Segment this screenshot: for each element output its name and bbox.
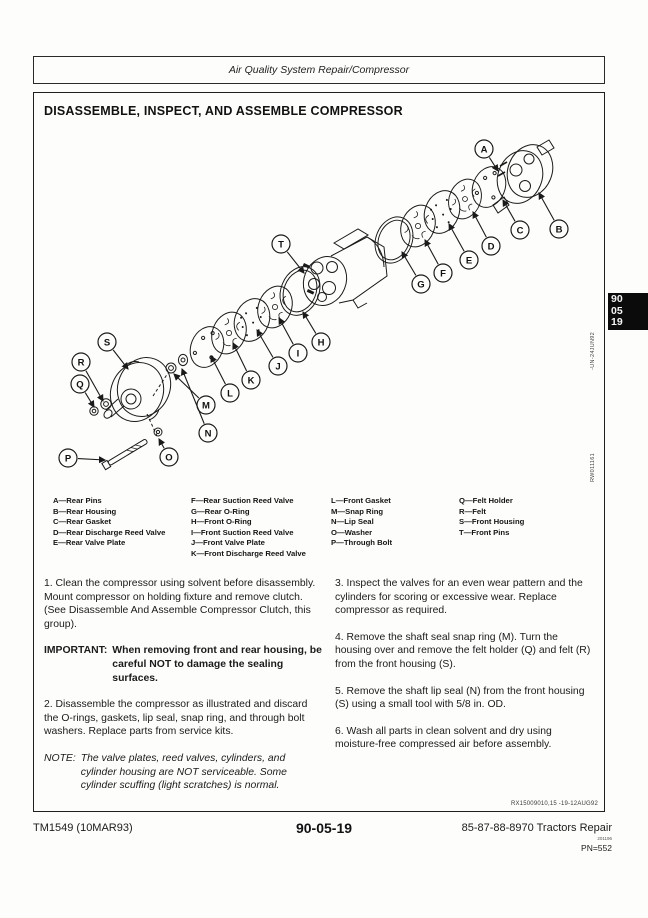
front-housing-part xyxy=(102,349,180,429)
legend-item: B—Rear Housing xyxy=(53,506,117,516)
legend-item: E—Rear Valve Plate xyxy=(53,538,126,547)
callout-C xyxy=(503,200,529,239)
instruction-step: 6. Wash all parts in clean solvent and dry using moisture-free compressed air before assembly. xyxy=(335,725,552,751)
thumb-tab-line: 05 xyxy=(611,304,623,317)
svg-text:O: O xyxy=(165,452,173,464)
callout-A xyxy=(475,140,498,171)
legend-item: P—Through Bolt xyxy=(331,538,393,547)
through-bolt-part xyxy=(102,438,149,470)
lip-seal-part xyxy=(178,354,187,365)
rear-discharge-reed-valve-part xyxy=(443,174,487,224)
instruction-step: 5. Remove the shaft lip seal (N) from the front housing (S) using a small tool with 5/8 in. OD. xyxy=(335,685,585,711)
block-text: The valve plates, reed valves, cylinders, and cylinder housing are NOT serviceable. Some cylinder scuffing (light scratches) is normal. xyxy=(80,752,287,792)
felt-and-holder-parts xyxy=(90,399,111,415)
callout-I xyxy=(279,318,307,362)
cylinder-assembly-part xyxy=(296,229,387,312)
svg-text:F: F xyxy=(440,268,446,280)
thumb-index-tab xyxy=(608,293,648,330)
callout-B xyxy=(539,193,568,238)
svg-text:G: G xyxy=(417,279,425,291)
footer-book-title: 85-87-88-8970 Tractors Repair xyxy=(461,822,612,834)
legend-item: J—Front Valve Plate xyxy=(191,538,265,547)
instruction-step: 1. Clean the compressor using solvent before disassembly. Mount compressor on holding fixture and remove clutch. (See Disassemble And Assemble Compressor Clutch, this group). xyxy=(44,578,316,630)
legend-item: A—Rear Pins xyxy=(53,496,102,505)
rear-valve-plate-part xyxy=(418,185,466,239)
svg-text:T: T xyxy=(278,239,284,251)
legend-item: C—Rear Gasket xyxy=(53,517,112,526)
svg-text:C: C xyxy=(516,225,524,237)
callout-F xyxy=(425,240,452,282)
figure-photo-code: RX15009010,15 -19-12AUG92 xyxy=(510,801,598,807)
svg-text:M: M xyxy=(202,400,210,412)
figure-reference-vertical xyxy=(590,332,599,482)
legend-item: D—Rear Discharge Reed Valve xyxy=(53,527,166,537)
front-discharge-reed-valve-part xyxy=(206,307,253,359)
svg-text:B: B xyxy=(555,224,563,236)
legend-item: Q—Felt Holder xyxy=(459,496,513,505)
svg-text:L: L xyxy=(227,388,233,400)
svg-text:K: K xyxy=(247,375,255,387)
instruction-step: 3. Inspect the valves for an even wear pattern and the cylinders for scoring or excessive wear. Replace compressor as required. xyxy=(335,578,583,617)
svg-text:P: P xyxy=(64,453,72,465)
legend-item: L—Front Gasket xyxy=(331,496,391,505)
footer-part-number: PN=552 xyxy=(581,843,612,853)
legend-item: G—Rear O-Ring xyxy=(191,506,250,516)
rear-o-ring-part xyxy=(368,211,419,269)
legend-item: N—Lip Seal xyxy=(331,517,374,526)
svg-text:Q: Q xyxy=(76,379,84,391)
svg-text:H: H xyxy=(317,337,325,349)
rear-housing-part xyxy=(489,138,560,213)
block-text: When removing front and rear housing, be careful NOT to damage the sealing surfaces. xyxy=(112,645,322,684)
svg-text:R: R xyxy=(77,357,85,369)
legend-item: H—Front O-Ring xyxy=(191,517,252,526)
callout-P xyxy=(59,449,105,467)
snap-ring-part xyxy=(166,363,176,373)
thumb-tab-line: 19 xyxy=(611,316,623,328)
instructions-right-column xyxy=(335,577,596,806)
instruction-columns xyxy=(44,577,596,806)
legend-item: M—Snap Ring xyxy=(331,506,384,516)
front-suction-reed-valve-part xyxy=(252,281,299,333)
front-gasket-part xyxy=(184,322,229,373)
svg-text:A: A xyxy=(480,144,488,156)
svg-text:I: I xyxy=(296,348,300,360)
content-box xyxy=(33,92,605,812)
important-block xyxy=(44,644,322,685)
running-header-title: Air Quality System Repair/Compressor xyxy=(228,64,410,76)
callout-T xyxy=(272,235,304,273)
page-title: DISASSEMBLE, INSPECT, AND ASSEMBLE COMPRESSOR xyxy=(44,104,403,118)
exploded-view-diagram xyxy=(34,125,602,493)
callout-S xyxy=(98,333,128,369)
svg-text:S: S xyxy=(103,337,111,349)
callout-J xyxy=(257,330,287,375)
svg-text:D: D xyxy=(487,241,495,253)
legend-item: R—Felt xyxy=(459,506,486,516)
callout-M xyxy=(174,374,215,414)
legend-column xyxy=(331,496,443,559)
block-label: NOTE: xyxy=(44,752,76,764)
figure-date-code: -UN-24JUN92 xyxy=(590,332,596,370)
legend-column xyxy=(53,496,171,559)
rear-suction-reed-valve-part xyxy=(395,200,442,252)
legend-item: K—Front Discharge Reed Valve xyxy=(191,548,306,558)
thumb-tab-line: 90 xyxy=(611,293,623,305)
running-header xyxy=(33,56,605,84)
legend xyxy=(53,496,598,559)
footer-page-number: 90-05-19 xyxy=(295,820,353,836)
callout-O xyxy=(159,439,178,466)
instructions-left-column xyxy=(44,577,322,806)
instruction-step: 4. Remove the shaft seal snap ring (M). Turn the housing over and remove the felt holder (Q) and felt (R) from the front housing (S). xyxy=(335,631,591,670)
callout-E xyxy=(449,224,478,269)
callout-H xyxy=(303,312,330,351)
legend-item: T—Front Pins xyxy=(459,527,510,537)
block-label: IMPORTANT: xyxy=(44,645,108,657)
legend-item: O—Washer xyxy=(331,527,373,537)
instruction-step: 2. Disassemble the compressor as illustrated and discard the O-rings, gaskets, lip seal, snap ring, and through bolt washers. Replace parts from service kits. xyxy=(44,699,308,738)
legend-item: S—Front Housing xyxy=(459,517,525,526)
footer-right-block xyxy=(462,822,612,853)
svg-text:J: J xyxy=(275,361,281,373)
washer-part xyxy=(154,428,162,436)
legend-item: F—Rear Suction Reed Valve xyxy=(191,496,294,505)
figure-id: RW011161 xyxy=(590,452,596,482)
svg-text:E: E xyxy=(465,255,473,267)
note-block xyxy=(44,752,322,793)
legend-item: I—Front Suction Reed Valve xyxy=(191,527,294,537)
svg-text:N: N xyxy=(204,428,212,440)
legend-column xyxy=(191,496,317,559)
rear-gasket-part xyxy=(466,162,511,213)
footer-print-code: 201196 xyxy=(597,836,612,841)
footer-manual-number: TM1549 (10MAR93) xyxy=(33,822,133,834)
legend-column xyxy=(459,496,591,559)
callout-G xyxy=(402,252,430,293)
callout-D xyxy=(473,212,500,255)
